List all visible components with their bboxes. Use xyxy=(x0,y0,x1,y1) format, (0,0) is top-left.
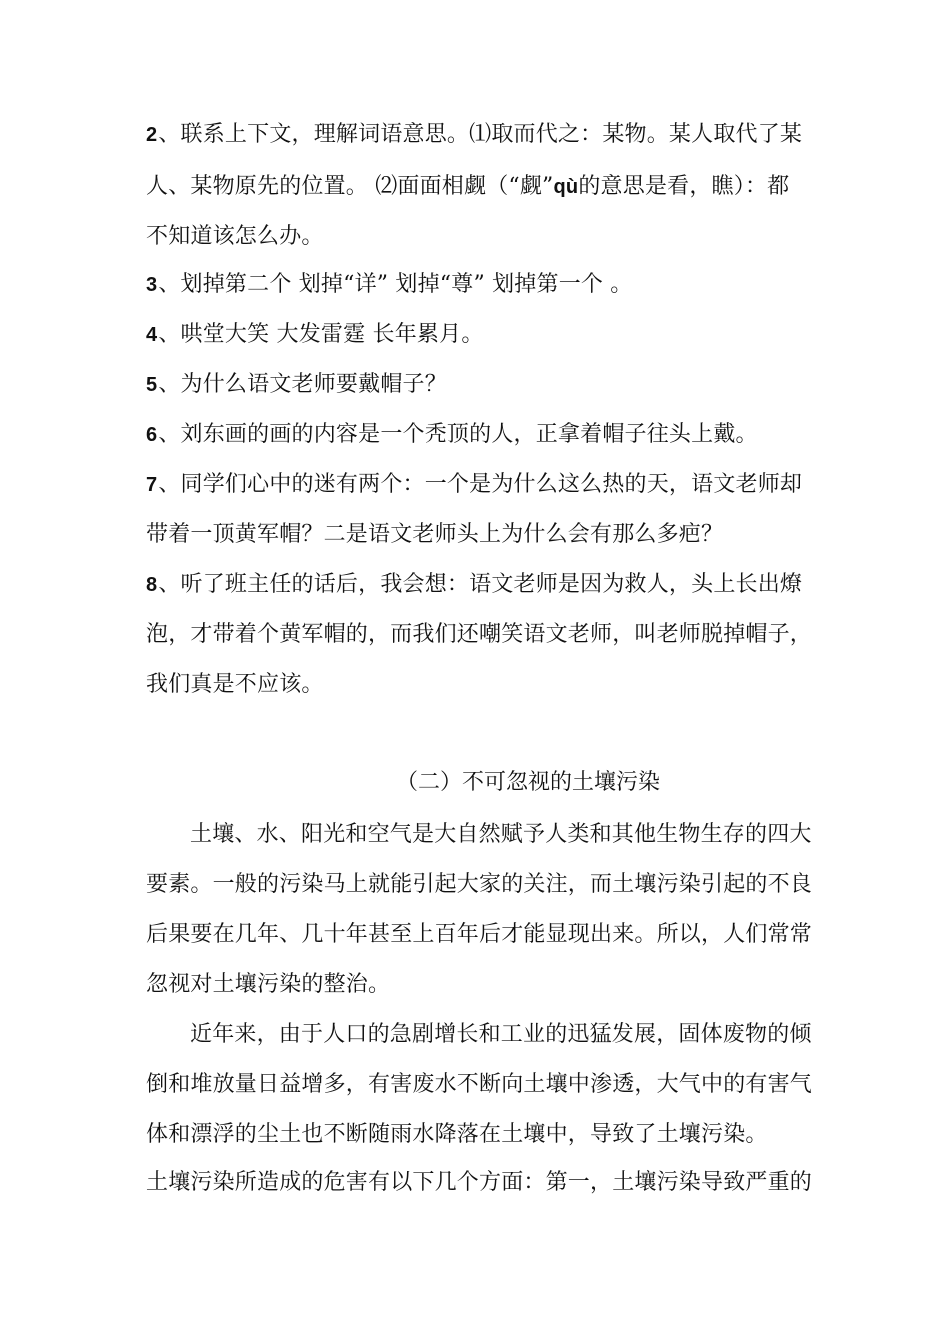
paragraph-2-line-3: 体和漂浮的尘土也不断随雨水降落在土壤中，导致了土壤污染。 xyxy=(146,1122,768,1147)
answer-2-line-1 xyxy=(146,120,810,150)
answer-text: 、联系上下文，理解词语意思。⑴取而代之：某物。某人取代了某 xyxy=(158,122,803,147)
paragraph-1-line-1: 土壤、水、阳光和空气是大自然赋予人类和其他生物生存的四大 xyxy=(190,822,812,847)
answer-4 xyxy=(146,320,810,350)
answer-7-line-1 xyxy=(146,470,810,500)
answer-8-line-2 xyxy=(146,620,813,650)
answer-number: 3 xyxy=(146,274,158,296)
answer-text: 、哄堂大笑 大发雷霆 长年累月。 xyxy=(158,322,484,347)
answer-text: 、刘东画的画的内容是一个秃顶的人，正拿着帽子往头上戴。 xyxy=(158,422,758,447)
answer-5 xyxy=(146,370,810,400)
answer-7-line-2 xyxy=(146,520,810,550)
answer-number: 2 xyxy=(146,124,158,146)
answer-text: 、为什么语文老师要戴帽子？ xyxy=(158,372,447,397)
paragraph-3-line-1: 土壤污染所造成的危害有以下几个方面：第一，土壤污染导致严重的 xyxy=(146,1170,813,1195)
answer-2-line-3 xyxy=(146,222,810,252)
answer-text: 我们真是不应该。 xyxy=(146,672,324,697)
answer-number: 8 xyxy=(146,574,158,596)
answer-6 xyxy=(146,420,810,450)
answer-number: 7 xyxy=(146,474,158,496)
answer-number: 5 xyxy=(146,374,158,396)
answer-text: 人、某物原先的位置。 ⑵面面相觑（“觑” xyxy=(146,174,554,199)
answer-text: 的意思是看，瞧）：都 xyxy=(578,174,790,199)
paragraph-1-line-2: 要素。一般的污染马上就能引起大家的关注，而土壤污染引起的不良 xyxy=(146,872,813,897)
answer-text: 不知道该怎么办。 xyxy=(146,224,324,249)
answer-text: 、听了班主任的话后，我会想：语文老师是因为救人，头上长出燎 xyxy=(158,572,803,597)
answer-8-line-1 xyxy=(146,570,810,600)
paragraph-2-line-1: 近年来，由于人口的急剧增长和工业的迅猛发展，固体废物的倾 xyxy=(190,1022,812,1047)
answer-text: 、划掉第二个 划掉“详” 划掉“尊” 划掉第一个 。 xyxy=(158,272,633,297)
answer-2-line-2 xyxy=(146,172,810,202)
answer-text: 、同学们心中的迷有两个：一个是为什么这么热的天，语文老师却 xyxy=(158,472,803,497)
section-title: （二）不可忽视的土壤污染 xyxy=(395,770,660,795)
answer-8-line-3 xyxy=(146,670,810,700)
answer-text: 带着一顶黄军帽？二是语文老师头上为什么会有那么多疤？ xyxy=(146,522,724,547)
paragraph-2-line-2: 倒和堆放量日益增多，有害废水不断向土壤中渗透，大气中的有害气 xyxy=(146,1072,813,1097)
paragraph-1-line-3: 后果要在几年、几十年甚至上百年后才能显现出来。所以，人们常常 xyxy=(146,922,813,947)
paragraph-1-line-4: 忽视对土壤污染的整治。 xyxy=(146,972,391,997)
answer-number: 4 xyxy=(146,324,158,346)
answer-text: 泡，才带着个黄军帽的，而我们还嘲笑语文老师，叫老师脱掉帽子， xyxy=(146,622,813,647)
answer-3 xyxy=(146,270,810,300)
pinyin-text: qù xyxy=(553,176,579,198)
answer-number: 6 xyxy=(146,424,158,446)
